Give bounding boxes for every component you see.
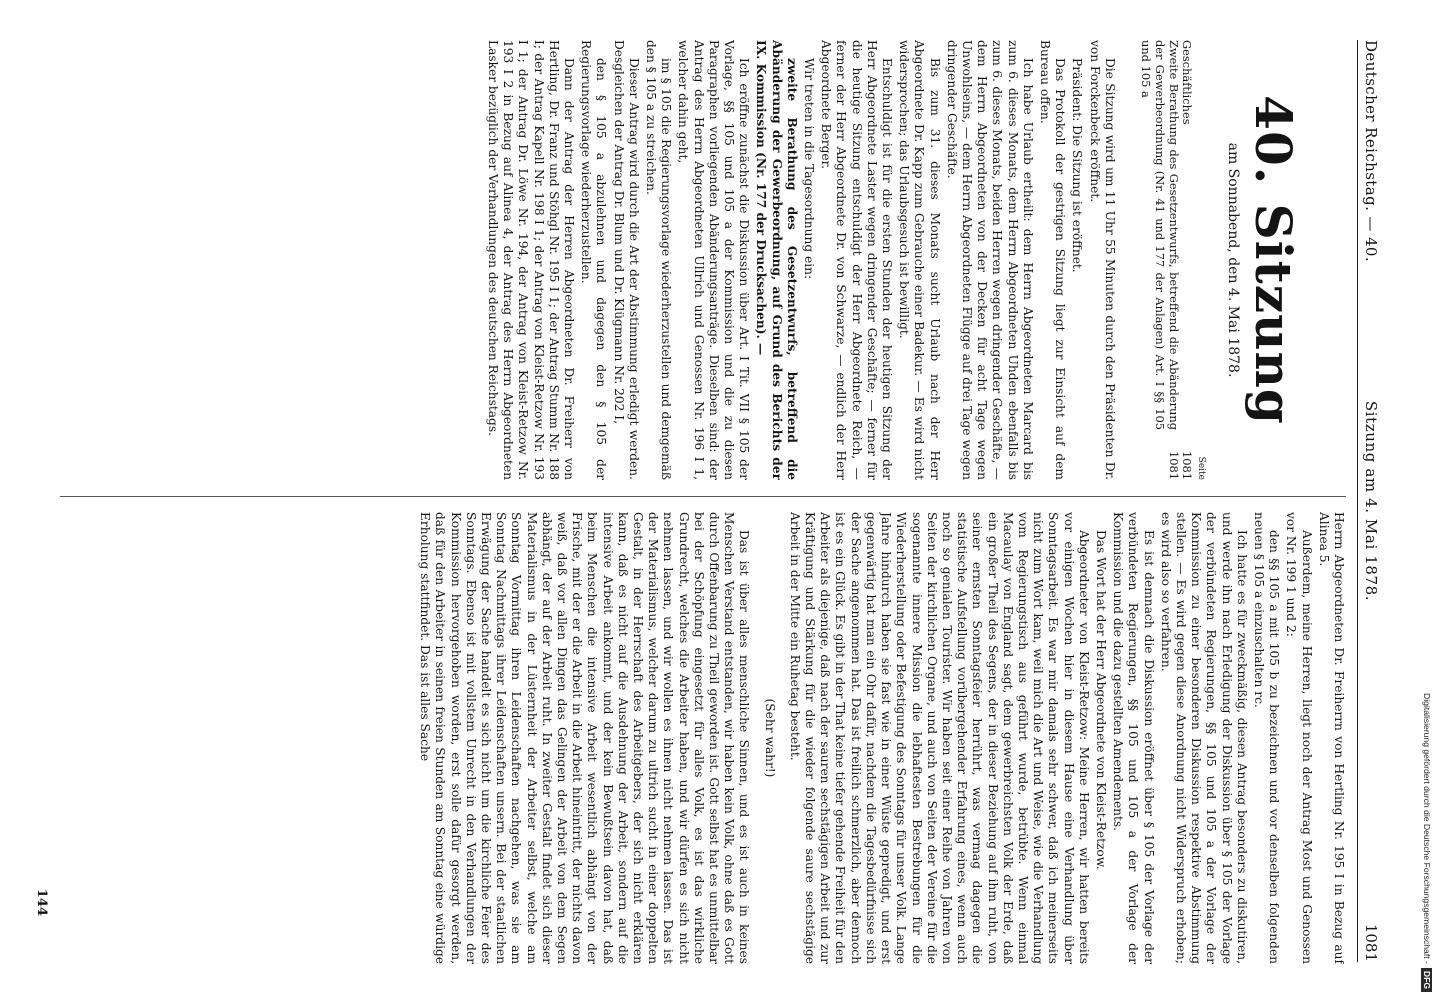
paragraph: Dieser Antrag wird durch die Art der Abstimmung erledigt werden. Desgleichen der Antrag Dr. Blum und Dr. Klügmann Nr. 202 I, <box>611 40 641 480</box>
paragraph: Herrn Abgeordneten Dr. Freiherrn von Hertling Nr. 195 I in Bezug auf Alinea 5. <box>1316 512 1346 964</box>
paragraph: Das Protokoll der gestrigen Sitzung liegt zur Einsicht auf dem Bureau offen. <box>1038 40 1068 480</box>
column-divider <box>60 496 1346 497</box>
paragraph: den § 105 a abzulehnen und dagegen den § 105 der Regierungsvorlage wiederherzustellen. <box>579 40 609 480</box>
toc-item-text: Zweite Berathung des Gesetzentwurfs, betreffend die Abänderung der Gewerbeordnung (Nr. 41 und 177 der Anlagen) Art. I §§ 105 und 105 a <box>1139 40 1181 430</box>
paragraph: Ich hatte es für zweckmäßig, diesen Antrag besonders zu diskutiren, und werde ihn nach Erledigung der Diskussion über § 105 der Vorlage der verbündeten Regierungen, §§ 105 und 105 a der Vorlage der Kommission zu einer besonderen Diskussion respektive Abstimmung stellen. — Es wird gegen diese Anordnung nicht Widerspruch erhoben; es wird also so verfahren. <box>1158 512 1249 964</box>
toc-item-page: 1081 <box>1166 451 1181 480</box>
interjection: (Sehr wahr!) <box>762 698 777 778</box>
paragraph: den §§ 105 a mit 105 b zu bezeichnen und vor denselben folgenden neuen § 105 a einzuschalten rc. <box>1251 512 1282 964</box>
session-title: 40. Sitzung <box>1244 95 1303 425</box>
paragraph: Ich habe Urlaub ertheilt: dem Herrn Abgeordneten Marcard bis zum 6. dieses Monats, dem Herrn Abgeordneten Uhden ebenfalls bis zum 6. dieses Monats, beiden Herren wegen dringender Geschäfte, — dem Herrn Abgeordneten von der Decken für acht Tage wegen Unwohlseins, — dem Herrn Abgeordneten Flügge auf drei Tage wegen dringender Geschäfte. <box>944 40 1035 480</box>
paragraph: Abgeordneter von Kleist-Retzow: Meine Herren, wir hatten bereits vor einigen Wochen hier in diesem Hause eine Verhandlung über Sonntagsarbeit. Es war mir damals sehr schwer, daß ich meinerseits nicht zum Wort kam, weil mich die Art und Weise, wie die Verhandlung vom Regierungstisch aus geführt wurde, betrübte. Wenn einmal Macaulay von England sagt, dem gewerbreichsten Volk der Erde, daß ein großer Theil des Segens, der in dieser Beziehung auf ihm ruht, von seiner ernsten Sonntagsfeier herrührt, was vermag dagegen die statistische Aufstellung vorübergehender Erfahrung eines, wenn auch noch so genialen Tourister. Wir haben seit einer Reihe von Jahren von Seiten der kirchlichen Organe, und auch von Seiten der Vereine für die sogenannte innere Mission die lebhaftesten Bestrebungen für die Wiederherstellung oder Befestigung des Sonntags für unser Volk. Lange Jahre hindurch haben sie fast wie in einer Wüste gepredigt, und erst gegenwärtig hat man ein Ohr dafür, nachdem die Tagesbedürfnisse sich der Sache angenommen hat. Das ist freilich schmerzlich, aber dennoch ist es ein Glück. Es gibt in der That keine tiefer gehende Freiheit für den Arbeiter als diejenige, daß nach der sauren sechstägigen Arbeit und zur Kräftigung und Stärkung für die wieder folgende saure sechstägige Arbeit in der Mitte ein Ruhetag besteht. <box>787 512 1091 964</box>
session-date: am Sonnabend, den 4. Mai 1878. <box>1225 142 1241 378</box>
header-page-number: 1081 <box>1362 923 1380 962</box>
credit-text: Digitalisierung gefördert durch die Deutsche Forschungsgemeinschaft - <box>1422 693 1432 964</box>
paragraph: Wir treten in die Tagesordnung ein: <box>801 58 816 280</box>
paragraph: im § 105 die Regierungsvorlage wiederherzustellen und demgemäß den § 105 a zu streichen. <box>643 40 674 480</box>
paragraph: Präsident: Die Sitzung ist eröffnet. <box>1070 58 1085 273</box>
toc-row <box>1139 40 1180 480</box>
agenda-item: zweite Berathung des Gesetzentwurfs, betreffend die Abänderung der Gewerbeordnung, auf Grund des Berichts der IX. Kommission (Nr. 177 der Drucksachen). — <box>754 40 799 480</box>
paragraph: Außerdem, meine Herren, liegt noch der Antrag Most und Genossen vor Nr. 199 1 und 2: <box>1284 512 1314 964</box>
dfg-logo: DFG <box>1421 968 1432 992</box>
left-column <box>60 40 1346 480</box>
paragraph: Das ist über alles menschliche Sinnen, und es ist auch in keines Menschen Verstand entstanden, wir haben kein Volk, ohne daß es Gott durch Offenbarung zu Theil geworden ist. Gott selbst hat es unmittelbar bei der Schöpfung eingesetzt für alles Volk, es ist das wirkliche Grundrecht, welches die Arbeiter haben, und wir dürfen es sich nicht nehmen lassen, und wir wollen es ihnen nicht nehmen lassen. Das ist der Materialismus, welcher darum zu ultrich sucht in einer doppelten Gestalt, in der Herrschaft des Arbeitgebers, der sich nicht erklären kann, daß es nicht auf die Ausdehnung der Arbeit, sondern auf die intensive Arbeit ankommt, und der kein Bewußtsein davon hat, daß beim Menschen die intensive Arbeit wesentlich abhängt von der Frische, mit der er die Arbeit in die Arbeit hineintritt, der nichts davon weiß, daß vor allen Dingen das Gelingen der Arbeit von dem Segen abhängt, der auf der Arbeit ruht. In zweiter Gestalt findet sich dieser Materialismus in der Lüsternheit der Arbeiter selbst, welche am Sonntag Vormittag ihren Leidenschaften nachgehen, was sie am Sonntag Nachmittags ihrer Leidenschaften unsern. Bei der staatlichen Erwägung der Sache handelt es sich nicht um die kirchliche Feier des Sonntags. Ebenso ist mit vollstem Unrecht in den Verhandlungen der Kommission hervorgehoben worden, erst solle dafür gesorgt werden, daß für den Arbeiter in seinen freien Stunden am Sonntag eine würdige Erholung stattfindet. Das ist alles Sache <box>418 512 752 964</box>
toc-seite-label: Seite <box>1195 456 1206 480</box>
paragraph: Die Sitzung wird um 11 Uhr 55 Minuten durch den Präsidenten Dr. von Forckenbeck eröffnet. <box>1087 40 1117 480</box>
signature-mark: 144 <box>34 888 49 916</box>
toc-item-text: Geschäftliches <box>1180 40 1195 125</box>
running-header <box>1357 40 1388 962</box>
paragraph: Das Wort hat der Herr Abgeordnete von Kleist-Retzow. <box>1093 530 1108 870</box>
paragraph: Entschuldigt ist für die ersten Stunden der heutigen Sitzung der Herr Abgeordnete Laster wegen dringender Geschäfte; — ferner für die heutige Sitzung entschuldigt der Herr Abgeordnete Reich, — ferner der Herr Abgeordnete Dr. von Schwarze, — endlich der Herr Abgeordnete Berger. <box>819 40 894 480</box>
paragraph: Ich eröffne zunächst die Diskussion über Art. I Tit. VII § 105 der Vorlage, §§ 105 und 105 a der Kommission und die zu diesen Paragraphen vorliegenden Abänderungsanträge. Dieselben sind: der Antrag des Herrn Abgeordneten Ullrich und Genossen Nr. 196 I 1, welcher dahin geht, <box>676 40 752 480</box>
digitization-credit <box>1421 12 1432 992</box>
header-publication: Deutscher Reichstag. — 40. <box>1362 40 1380 263</box>
toc-row <box>1180 40 1194 480</box>
paragraph: Dann der Antrag der Herren Abgeordneten Dr. Freiherr von Hertling, Dr. Franz und Stöhgl Nr. 195 I 1; der Antrag Stumm Nr. 188 I; der Antrag Kapell Nr. 198 I 1; der Antrag von Kleist-Retzow Nr. 193 I 1; der Antrag Dr. Löwe Nr. 194, der Antrag von Kleist-Retzow Nr. 193 I 2 in Bezug auf Alinea 4, der Antrag des Herrn Abgeordneten Lasker bezüglich der Verhandlungen des deutschen Reichstags. <box>485 40 576 480</box>
right-column <box>60 512 1346 964</box>
header-session: Sitzung am 4. Mai 1878. <box>1362 400 1380 602</box>
paragraph: Bis zum 31. dieses Monats sucht Urlaub nach der Herr Abgeordnete Dr. Kapp zum Gebrauche einer Badekur. — Es wird nicht widersprochen; das Urlaubsgesuch ist bewilligt. <box>897 40 942 480</box>
toc-item-page: 1081 <box>1180 451 1195 480</box>
table-of-contents <box>1139 40 1207 480</box>
paragraph: Es ist demnach die Diskussion eröffnet über § 105 der Vorlage der verbündeten Regierungen, §§ 105 und 105 a der Vorlage der Kommission und die dazu gestellten Amendements. <box>1111 512 1156 964</box>
